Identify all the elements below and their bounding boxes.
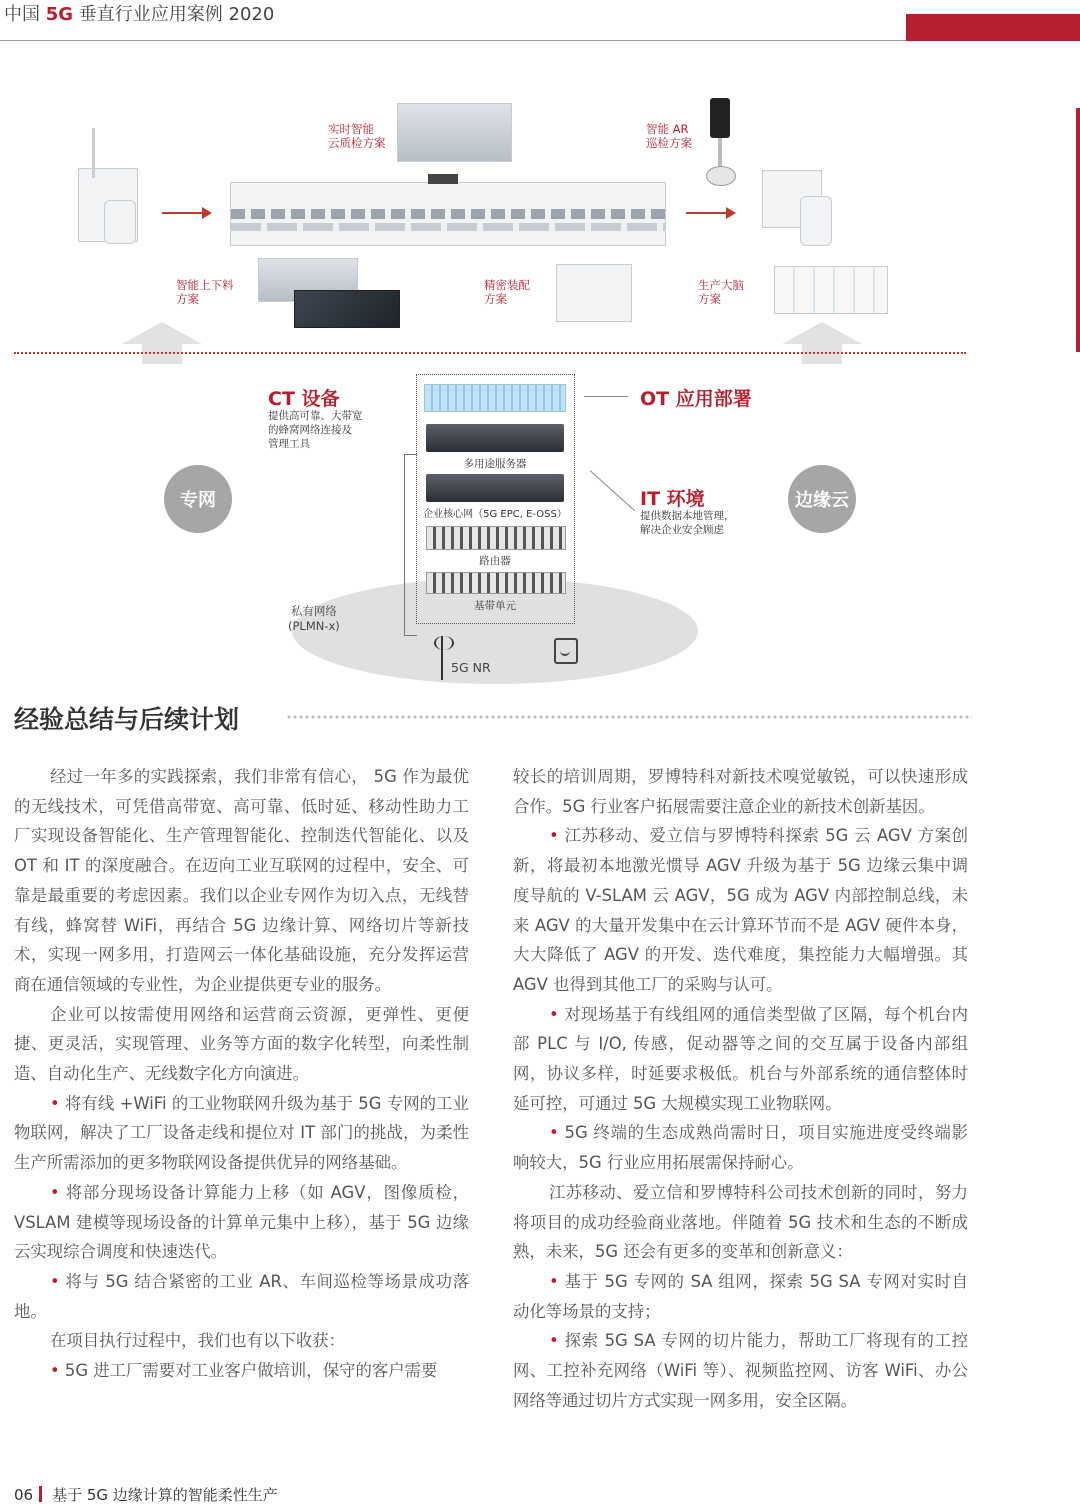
- side-accent-bar: [1076, 108, 1080, 352]
- bullet-item: • 将有线 +WiFi 的工业物联网升级为基于 5G 专网的工业物联网，解决了工厂设备走线和提位对 IT 部门的挑战，为柔性生产所需添加的更多物联网设备提供优异的网络基础。: [14, 1089, 469, 1178]
- ct-title: CT 设备: [268, 388, 340, 410]
- paragraph: 在项目执行过程中，我们也有以下收获：: [50, 1331, 346, 1351]
- header-5g: 5G: [45, 4, 74, 25]
- label-ar-line1: 智能 AR: [646, 122, 689, 136]
- label-qc: [328, 122, 386, 150]
- core-network-label: 企业核心网（5G EPC, E-OSS）: [423, 509, 567, 520]
- label-brain-line1: 生产大脑: [698, 278, 744, 292]
- ar-robot-pole: [718, 138, 722, 168]
- it-connector: [590, 470, 635, 511]
- it-desc-line1: 提供数据本地管理，: [640, 510, 735, 522]
- multi-server-image: [426, 424, 564, 452]
- baseband-image: [426, 572, 566, 594]
- section-title-dots: [286, 714, 972, 722]
- bullet-item: • 5G 终端的生态成熟尚需时日，项目实施进度受终端影响较大，5G 行业应用拓展需保持耐心。: [513, 1118, 968, 1177]
- bullet-item: • 基于 5G 专网的 SA 组网，探索 5G SA 专网对实时自动化等场景的支持；: [513, 1267, 968, 1326]
- brain-dashboard-image: [774, 266, 888, 314]
- it-title: IT 环境: [640, 488, 705, 510]
- ct-desc-line3: 管理工具: [268, 438, 310, 450]
- robot-antenna: [92, 128, 95, 178]
- header-accent-block: [906, 14, 1080, 41]
- plmn-line2: (PLMN-x): [288, 619, 340, 633]
- label-ar-line2: 巡检方案: [646, 136, 692, 150]
- page-header-title: [4, 0, 274, 26]
- router-label: 路由器: [479, 555, 511, 567]
- paragraph: 经过一年多的实践探索，我们非常有信心， 5G 作为最优的无线技术，可凭借高带宽、高可靠、低时延、移动性助力工厂实现设备智能化、生产管理智能化、控制迭代智能化、以及 OT 和 IT 的深度融合。在迈向工业互联网的过程中，安全、可靠是最重要的考虑因素。我们以企业专网作为切入点，无线替有线，蜂窝替 WiFi，再结合 5G 边缘计算、网络切片等新技术，实现一网多用，打造网云一体化基础设施，充分发挥运营商在通信领域的专业性，为企业提供更专业的服务。: [14, 767, 469, 994]
- header-rule: [0, 40, 906, 41]
- footer-title: 基于 5G 边缘计算的智能柔性生产: [52, 1486, 278, 1504]
- flow-arrow-head-2: [726, 207, 736, 219]
- diagram-separator: [14, 352, 966, 354]
- ar-robot-screen: [710, 98, 730, 138]
- bullet-item: • 探索 5G SA 专网的切片能力，帮助工厂将现有的工控网、工控补充网络（WiFi 等）、视频监控网、访客 WiFi、办公网络等通过切片方式实现一网多用，安全区隔。: [513, 1326, 968, 1415]
- label-loading-line1: 智能上下料: [176, 278, 234, 292]
- label-assembly-line2: 方案: [484, 292, 507, 306]
- robot-body: [104, 200, 136, 244]
- router-image: [426, 526, 566, 550]
- paragraph: 企业可以按需使用网络和运营商云资源，更弹性、更便捷、更灵活，实现管理、业务等方面的数字化转型，向柔性制造、自动化生产、无线数字化方向演进。: [14, 1004, 469, 1084]
- up-arrow-right-head: [782, 322, 862, 344]
- paragraph: 较长的培训周期，罗博特科对新技术嗅觉敏锐，可以快速形成合作。5G 行业客户拓展需要注意企业的新技术创新基因。: [513, 767, 968, 816]
- paragraph: 江苏移动、爱立信和罗博特科公司技术创新的同时，努力将项目的成功经验商业落地。伴随着 5G 技术和生态的不断成熟，未来，5G 还会有更多的变革和创新意义：: [513, 1182, 968, 1262]
- footer-bar: [39, 1486, 42, 1502]
- up-arrow-left-body: [142, 344, 182, 364]
- it-description: [640, 509, 735, 537]
- label-ar: [646, 122, 692, 150]
- section-title: 经验总结与后续计划: [14, 705, 240, 734]
- device-icon: [554, 638, 578, 664]
- label-loading: [176, 278, 234, 306]
- baseband-label: 基带单元: [474, 600, 516, 612]
- nr-label: 5G NR: [451, 660, 491, 675]
- page-footer: [14, 1484, 278, 1505]
- ot-connector: [584, 396, 628, 397]
- body-left-column: [14, 762, 469, 1386]
- plmn-label: [288, 604, 340, 634]
- body-right-column: [513, 762, 968, 1415]
- label-qc-line2: 云质检方案: [328, 136, 386, 150]
- assembly-machine-image: [556, 264, 632, 322]
- antenna-icon: [434, 636, 454, 650]
- label-assembly-line1: 精密装配: [484, 278, 530, 292]
- production-line-image: [230, 182, 666, 246]
- ct-desc-line2: 的蜂窝网络连接及: [268, 424, 352, 436]
- ct-desc-line1: 提供高可靠、大带宽: [268, 410, 363, 422]
- bullet-item: • 对现场基于有线组网的通信类型做了区隔，每个机台内部 PLC 与 I/O, 传感，促动器等之间的交互属于设备内部组网，协议多样，时延要求极低。机台与外部系统的通信整体时延可控，可通过 5G 大规模实现工业物联网。: [513, 1000, 968, 1119]
- private-network-circle: 专网: [164, 465, 232, 533]
- flow-arrow-line-2: [686, 212, 728, 214]
- qc-photo: [397, 103, 512, 162]
- flow-arrow-head: [202, 207, 212, 219]
- flow-arrow-line: [162, 212, 204, 214]
- label-assembly: [484, 278, 530, 306]
- page-number: 06: [14, 1486, 34, 1504]
- header-suffix: 垂直行业应用案例 2020: [78, 4, 275, 25]
- bullet-item: • 江苏移动、爱立信与罗博特科探索 5G 云 AGV 方案创新，将最初本地激光惯导 AGV 升级为基于 5G 边缘云集中调度导航的 V-SLAM 云 AGV，5G 成为 AGV 内部控制总线，未来 AGV 的大量开发集中在云计算环节而不是 AGV 硬件本身，大大降低了 AGV 的开发、迭代难度，集控能力大幅增强。其 AGV 也得到其他工厂的采购与认可。: [513, 821, 968, 999]
- label-loading-line2: 方案: [176, 292, 199, 306]
- it-desc-line2: 解决企业安全顾虑: [640, 524, 724, 536]
- core-server-image: [426, 474, 564, 502]
- ar-robot-base: [706, 166, 736, 186]
- bullet-item: • 将与 5G 结合紧密的工业 AR、车间巡检等场景成功落地。: [14, 1267, 469, 1326]
- label-brain-line2: 方案: [698, 292, 721, 306]
- up-arrow-right-body: [802, 344, 842, 364]
- header-prefix: 中国: [4, 4, 40, 25]
- rack-panel: [424, 384, 566, 412]
- loading-photo-2: [294, 290, 400, 328]
- multi-server-label: 多用途服务器: [463, 458, 527, 470]
- ot-title: OT 应用部署: [640, 388, 752, 410]
- edge-cloud-circle: 边缘云: [788, 465, 856, 533]
- right-robot-body: [800, 196, 832, 246]
- plmn-line1: 私有网络: [290, 604, 337, 618]
- label-qc-line1: 实时智能: [328, 122, 374, 136]
- up-arrow-left-head: [122, 322, 202, 344]
- bullet-item: • 5G 进工厂需要对工业客户做培训，保守的客户需要: [14, 1356, 469, 1386]
- rack-bracket: [404, 454, 417, 636]
- bullet-item: • 将部分现场设备计算能力上移（如 AGV，图像质检，VSLAM 建模等现场设备的计算单元集中上移），基于 5G 边缘云实现综合调度和快速迭代。: [14, 1178, 469, 1267]
- line-monitor: [428, 174, 458, 184]
- ct-description: [268, 409, 363, 451]
- label-brain: [698, 278, 744, 306]
